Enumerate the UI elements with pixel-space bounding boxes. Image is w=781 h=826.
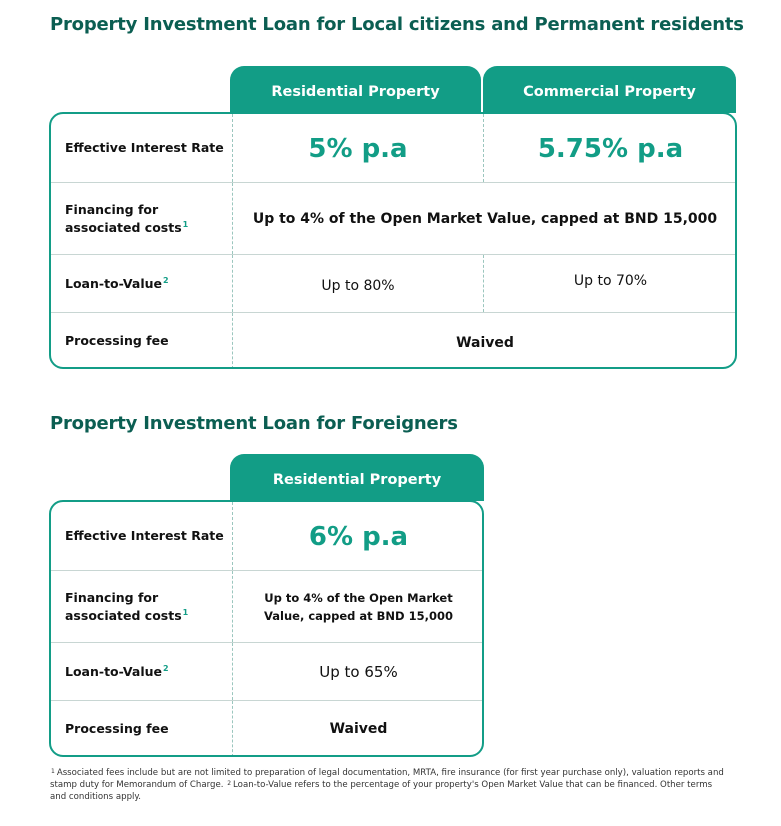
section2-title: Property Investment Loan for Foreigners	[50, 413, 458, 434]
section1-tabs	[230, 66, 736, 113]
label-effective-interest-rate: Effective Interest Rate	[65, 140, 224, 155]
processing-fee-value: Waived	[232, 313, 737, 369]
footnote-marker-2: 2	[227, 780, 232, 787]
footnote-ref-1: 1	[182, 219, 189, 229]
section1-table	[49, 112, 737, 369]
section2-tabs	[230, 454, 484, 501]
footnote-marker-1: 1	[51, 768, 55, 775]
financing-value-line-1: Up to 4% of the Open Market	[264, 590, 453, 605]
label-financing-associated-costs	[51, 571, 232, 642]
footnote-ref-2: 2	[163, 663, 169, 673]
label-line-2: associated costs	[65, 607, 182, 623]
footnote-ref-1: 1	[182, 607, 189, 617]
table-row-loan-to-value	[51, 642, 482, 700]
label-processing-fee: Processing fee	[65, 333, 169, 348]
table-row-interest-rate	[51, 114, 735, 182]
label-financing-associated-costs	[51, 183, 232, 254]
residential-rate-value: 6% p.a	[232, 502, 484, 570]
financing-value	[232, 571, 484, 642]
table-row-financing	[51, 570, 482, 642]
residential-ltv-value: Up to 80%	[232, 255, 483, 312]
label-loan-to-value	[51, 643, 232, 700]
section1-title: Property Investment Loan for Local citizens and Permanent residents	[50, 14, 744, 35]
footnote-ref-2: 2	[163, 275, 169, 285]
financing-value-line-2: Value, capped at BND 15,000	[264, 608, 453, 623]
label-line-1: Financing for	[65, 201, 159, 217]
label-effective-interest-rate: Effective Interest Rate	[65, 528, 224, 543]
tab-residential-property-foreigners: Residential Property	[230, 454, 484, 501]
section2-table	[49, 500, 484, 757]
footnote-text-1: Associated fees include but are not limited to preparation of legal documentation, MRTA, fire insurance (for first year purchase only), valuation reports and stamp duty for Memorandum of Charge.	[50, 768, 724, 790]
table-row-processing-fee	[51, 700, 482, 757]
table-row-financing	[51, 182, 735, 254]
table-row-interest-rate	[51, 502, 482, 570]
tab-residential-property: Residential Property	[230, 66, 481, 113]
ltv-label-text: Loan-to-Value	[65, 275, 163, 291]
footnote-text-2: Loan-to-Value refers to the percentage of your property's Open Market Value that can be financed. Other terms and conditions apply.	[50, 780, 713, 802]
table-row-processing-fee	[51, 312, 735, 369]
tab-commercial-property: Commercial Property	[483, 66, 736, 113]
table-row-loan-to-value	[51, 254, 735, 312]
residential-rate-value: 5% p.a	[232, 114, 483, 182]
label-line-1: Financing for	[65, 589, 159, 605]
label-processing-fee: Processing fee	[65, 721, 169, 736]
financing-value: Up to 4% of the Open Market Value, capped at BND 15,000	[232, 183, 737, 254]
footnote	[50, 767, 730, 803]
processing-fee-value: Waived	[232, 701, 484, 757]
commercial-rate-value: 5.75% p.a	[483, 114, 737, 182]
residential-ltv-value: Up to 65%	[232, 643, 484, 700]
ltv-label-text: Loan-to-Value	[65, 663, 163, 679]
label-loan-to-value	[51, 255, 232, 312]
commercial-ltv-value: Up to 70%	[483, 255, 737, 312]
label-line-2: associated costs	[65, 219, 182, 235]
